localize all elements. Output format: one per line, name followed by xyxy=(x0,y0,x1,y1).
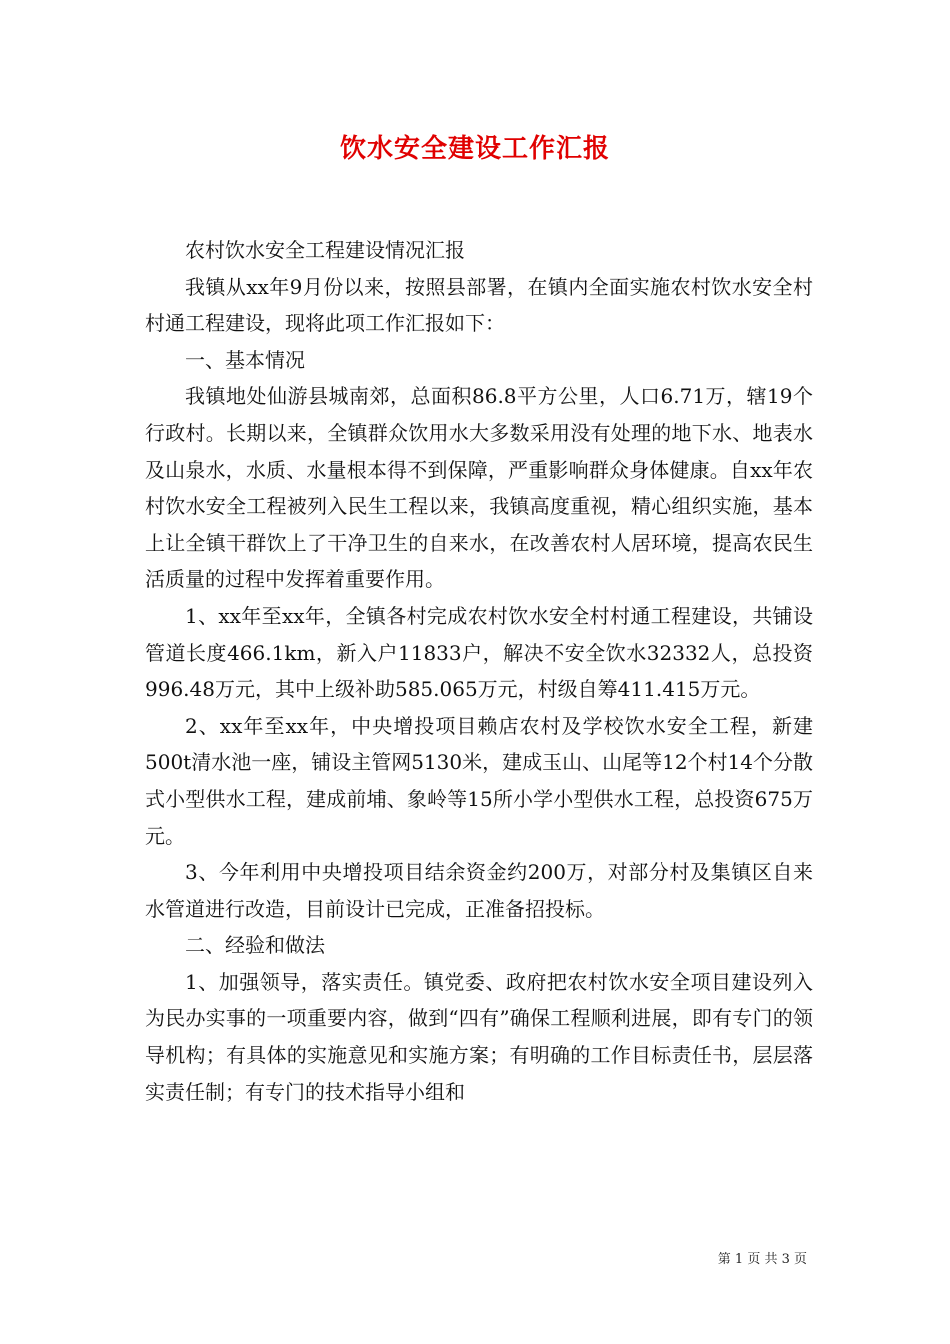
body-paragraph: 2、xx年至xx年，中央增投项目赖店农村及学校饮水安全工程，新建500t清水池一座，铺设主管网5130米，建成玉山、山尾等12个村14个分散式小型供水工程，建成前埔、象岭等15所小学小型供水工程，总投资675万元。 xyxy=(145,713,814,848)
intro-paragraph: 我镇从xx年9月份以来，按照县部署，在镇内全面实施农村饮水安全村村通工程建设，现将此项工作汇报如下： xyxy=(145,274,813,336)
body-paragraph: 我镇地处仙游县城南郊，总面积86.8平方公里，人口6.71万，辖19个行政村。长期以来，全镇群众饮用水大多数采用没有处理的地下水、地表水及山泉水，水质、水量根本得不到保障，严重影响群众身体健康。自xx年农村饮水安全工程被列入民生工程以来，我镇高度重视，精心组织实施，基本上让全镇干群饮上了干净卫生的自来水，在改善农村人居环境，提高农民生活质量的过程中发挥着重要作用。 xyxy=(145,384,813,592)
section-heading-experience: 二、经验和做法 xyxy=(185,933,325,958)
body-paragraph: 1、xx年至xx年，全镇各村完成农村饮水安全村村通工程建设，共铺设管道长度466.1km，新入户11833户，解决不安全饮水32332人，总投资996.48万元，其中上级补助585.065万元，村级自筹411.415万元。 xyxy=(145,603,813,702)
body-paragraph: 3、今年利用中央增投项目结余资金约200万，对部分村及集镇区自来水管道进行改造，目前设计已完成，正准备招投标。 xyxy=(145,860,813,921)
subtitle-paragraph: 农村饮水安全工程建设情况汇报 xyxy=(185,238,465,262)
document-body xyxy=(145,232,813,1110)
section-heading-basic: 一、基本情况 xyxy=(185,347,305,372)
body-paragraph: 1、加强领导，落实责任。镇党委、政府把农村饮水安全项目建设列入为民办实事的一项重要内容，做到“四有”确保工程顺利进展，即有专门的领导机构；有具体的实施意见和实施方案；有明确的工作目标责任书，层层落实责任制；有专门的技术指导小组和 xyxy=(145,969,813,1104)
page-number: 第 1 页 共 3 页 xyxy=(717,1252,807,1267)
document-title: 饮水安全建设工作汇报 xyxy=(339,134,610,164)
